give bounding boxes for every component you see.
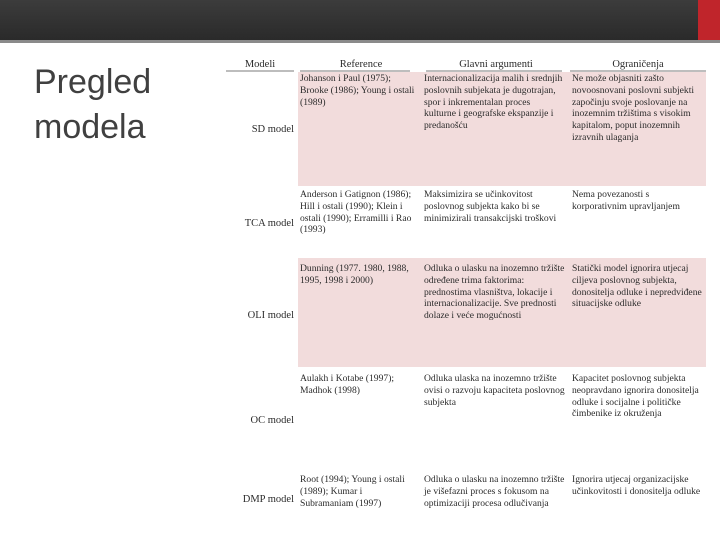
model-name: DMP model xyxy=(242,494,294,505)
arguments-cell: Odluka o ulasku na inozemno tržište određene trima faktorima: prednostima vlasništva, lokacije i internacionalizacije. Sve prednosti dolaze i veće mogućnosti xyxy=(424,263,565,322)
reference-cell: Root (1994); Young i ostali (1989); Kumar i Subramaniam (1997) xyxy=(300,474,405,509)
model-name: OLI model xyxy=(247,310,294,321)
header-limitations: Ograničenja xyxy=(612,59,664,70)
limitations-cell: Ne može objasniti zašto novoosnovani poslovni subjekti započinju svoje poslovanje na inozemnim tržištima s visokim kapitalom, poput inozemnih izravnih ulaganja xyxy=(572,73,695,143)
model-name: OC model xyxy=(250,415,294,426)
models-table xyxy=(226,58,706,528)
slide-title: Pregled modela xyxy=(34,63,152,146)
reference-cell: Dunning (1977. 1980, 1988, 1995, 1998 i 2000) xyxy=(300,263,409,286)
model-name: TCA model xyxy=(244,218,294,229)
top-banner-divider xyxy=(0,40,720,43)
reference-cell: Johanson i Paul (1975); Brooke (1986); Young i ostali (1989) xyxy=(300,73,415,108)
header-rule xyxy=(226,70,294,72)
reference-cell: Aulakh i Kotabe (1997); Madhok (1998) xyxy=(300,373,395,396)
limitations-cell: Nema povezanosti s korporativnim upravljanjem xyxy=(572,189,680,212)
arguments-cell: Maksimizira se učinkovitost poslovnog subjekta kako bi se minimizirali transakcijski troškovi xyxy=(424,189,557,224)
arguments-cell: Internacionalizacija malih i srednjih poslovnih subjekata je dugotrajan, spor i inkrementalan proces kulturne i geografske ekspanzije i predanošću xyxy=(424,73,563,132)
limitations-cell: Kapacitet poslovnog subjekta neopravdano ignorira donositelja odluke i socijalne i političke čimbenike iz okruženja xyxy=(572,373,699,420)
arguments-cell: Odluka ulaska na inozemno tržište ovisi o razvoju kapaciteta poslovnog subjekta xyxy=(424,373,565,408)
header-reference: Reference xyxy=(339,59,383,70)
limitations-cell: Statički model ignorira utjecaj ciljeva poslovnog subjekta, donositelja odluke i nepredviđene situacijske odluke xyxy=(572,263,702,310)
model-name: SD model xyxy=(251,124,294,135)
limitations-cell: Ignorira utjecaj organizacijske učinkovitosti i donositelja odluke xyxy=(572,474,701,497)
reference-cell: Anderson i Gatignon (1986); Hill i ostali (1990); Klein i ostali (1990); Erramilli i Rao (1993) xyxy=(300,189,412,236)
header-arguments: Glavni argumenti xyxy=(459,59,533,70)
top-banner-accent xyxy=(698,0,720,40)
header-models: Modeli xyxy=(244,59,276,70)
arguments-cell: Odluka o ulasku na inozemno tržište je višefazni proces s fokusom na optimizaciji procesa odlučivanja xyxy=(424,474,565,509)
top-banner xyxy=(0,0,720,40)
